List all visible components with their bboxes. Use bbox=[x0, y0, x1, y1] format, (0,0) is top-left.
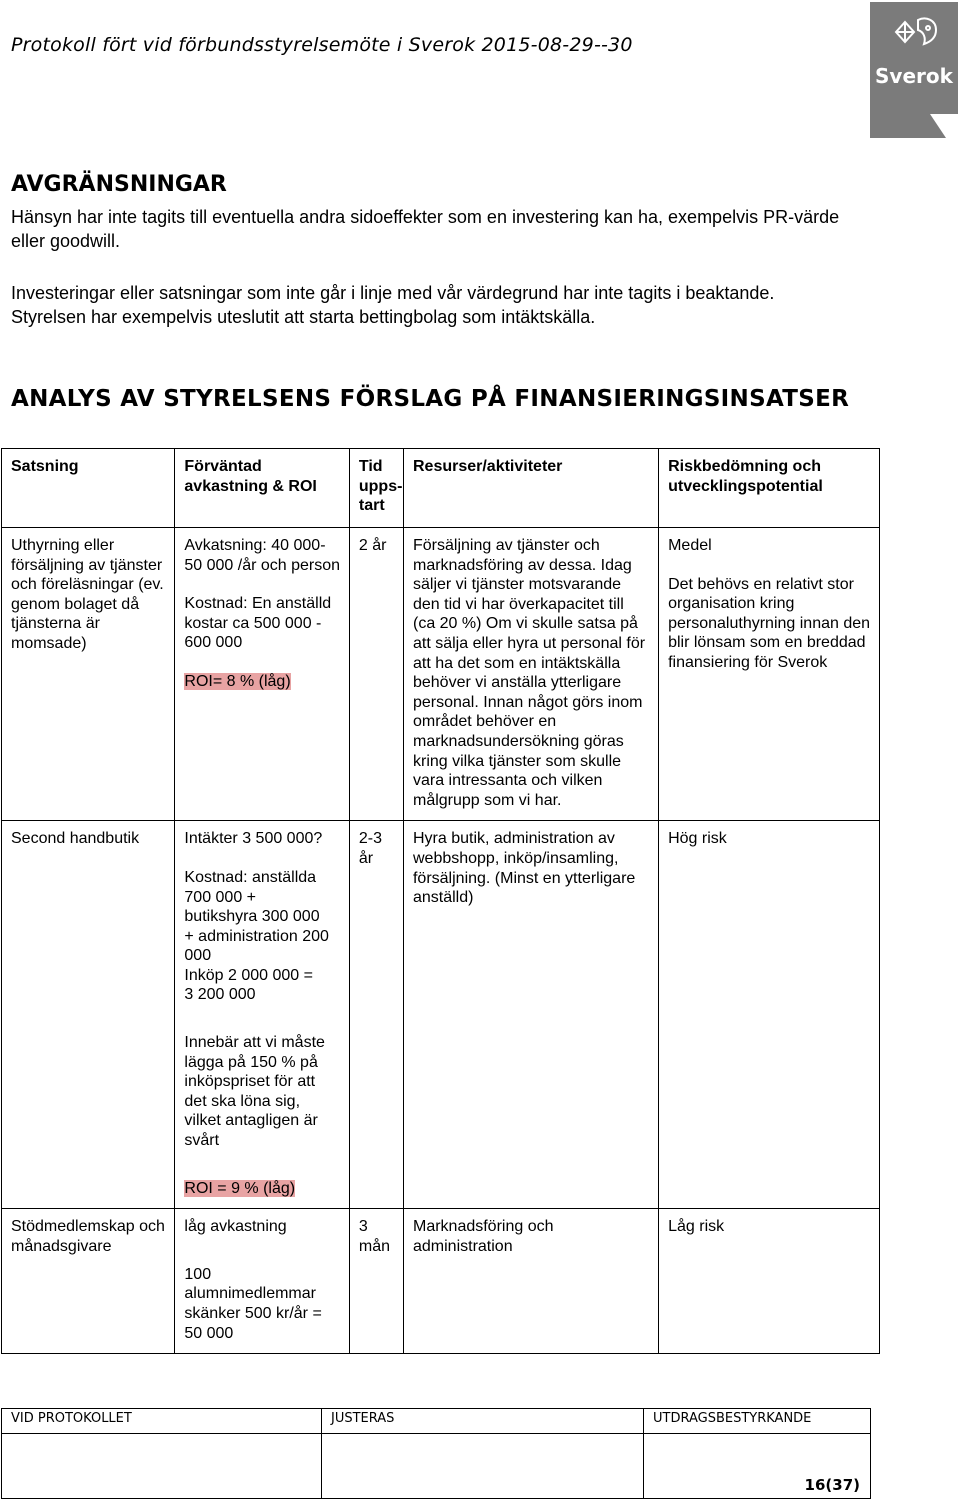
justeras-label: JUSTERAS bbox=[322, 1409, 644, 1434]
avgransningar-paragraph-1: Hänsyn har inte tagits till eventuella andra sidoeffekter som en investering kan ha, exempelvis PR-värde eller goodwill. bbox=[11, 207, 840, 251]
risk-detail: Det behövs en relativt stor organisation kring personaluthyrning innan den blir lönsam som en breddad finansiering för Sverok bbox=[668, 575, 871, 671]
risk-cell: Hög risk bbox=[659, 821, 880, 1209]
column-header-avkastning: Förväntad avkastning & ROI bbox=[175, 449, 349, 528]
satsning-cell: Second handbutik bbox=[2, 821, 175, 1209]
sverok-logo bbox=[870, 2, 958, 138]
column-header-resurser: Resurser/aktiviteter bbox=[403, 449, 658, 528]
detail-text: 100 alumnimedlemmar skänker 500 kr/år = 50 000 bbox=[184, 1265, 322, 1342]
risk-level: Medel bbox=[668, 537, 712, 554]
column-header-tid: Tid upps- tart bbox=[349, 449, 403, 528]
page-number-cell bbox=[644, 1434, 871, 1499]
analys-heading: ANALYS AV STYRELSENS FÖRSLAG PÅ FINANSIERINGSINSATSER bbox=[11, 386, 850, 412]
tid-cell: 3 mån bbox=[349, 1209, 403, 1354]
risk-cell: Låg risk bbox=[659, 1209, 880, 1354]
signature-footer bbox=[1, 1408, 871, 1499]
tid-cell: 2-3 år bbox=[349, 821, 403, 1209]
tid-cell: 2 år bbox=[349, 528, 403, 821]
utdragsbestyrkande-label: UTDRAGSBESTYRKANDE bbox=[644, 1409, 871, 1434]
avgransningar-heading: AVGRÄNSNINGAR bbox=[11, 172, 227, 197]
logo-text: Sverok bbox=[875, 64, 953, 88]
avkastning-text: låg avkastning bbox=[184, 1218, 287, 1236]
column-header-satsning: Satsning bbox=[2, 449, 175, 528]
signature-field bbox=[322, 1434, 644, 1499]
satsning-cell: Uthyrning eller försäljning av tjänster och föreläsningar (ev. genom bolaget då tjänsterna är momsade) bbox=[2, 528, 175, 821]
risk-cell bbox=[659, 528, 880, 821]
avgransningar-paragraph-2: Investeringar eller satsningar som inte går i linje med vår värdegrund har inte tagits i beaktande. Styrelsen har exempelvis uteslutit att starta bettingbolag som intäktskälla. bbox=[11, 283, 775, 327]
avkastning-text: Intäkter 3 500 000? bbox=[184, 830, 323, 848]
signature-field bbox=[2, 1434, 322, 1499]
table-row bbox=[2, 528, 880, 821]
document-header-title: Protokoll fört vid förbundsstyrelsemöte i Sverok 2015-08-29--30 bbox=[11, 34, 633, 56]
avkastning-text: Avkatsning: 40 000-50 000 /år och person bbox=[184, 537, 341, 574]
page-number: 16(37) bbox=[804, 1476, 860, 1494]
note-text: Innebär att vi måste lägga på 150 % på inköpspriset för att det ska löna sig, vilket antagligen är svårt bbox=[184, 1034, 325, 1150]
roi-badge: ROI= 8 % (låg) bbox=[184, 672, 291, 690]
resurser-cell: Försäljning av tjänster och marknadsföring av dessa. Idag säljer vi tjänster motsvarande den tid vi har överkapacitet till (ca 20 %) Om vi skulle satsa på att sälja eller hyra ut personal för att ha det som en intäktskälla behöver vi anställa ytterligare personal. Innan något görs inom området behöver en marknadsundersökning göras kring vilka tjänster som skulle vara intressanta och vilken målgrupp som vi har. bbox=[403, 528, 658, 821]
table-row bbox=[2, 821, 880, 1209]
satsning-cell: Stödmedlemskap och månadsgivare bbox=[2, 1209, 175, 1354]
kostnad-text: Kostnad: En anställd kostar ca 500 000 - 600 000 bbox=[184, 595, 332, 652]
table-header-row bbox=[2, 449, 880, 528]
table-row bbox=[2, 1209, 880, 1354]
kostnad-text: Kostnad: anställda 700 000 + butikshyra 300 000 + administration 200 000 Inköp 2 000 000 = 3 200 000 bbox=[184, 868, 329, 1004]
roi-badge: ROI = 9 % (låg) bbox=[184, 1179, 296, 1197]
analysis-table bbox=[1, 448, 880, 1354]
avkastning-cell bbox=[175, 528, 349, 821]
vid-protokollet-label: VID PROTOKOLLET bbox=[2, 1409, 322, 1434]
avkastning-cell bbox=[175, 821, 349, 1209]
avkastning-cell bbox=[175, 1209, 349, 1354]
resurser-cell: Marknadsföring och administration bbox=[403, 1209, 658, 1354]
column-header-risk: Riskbedömning och utvecklingspotential bbox=[659, 449, 880, 528]
resurser-cell: Hyra butik, administration av webbshopp, inköp/insamling, försäljning. (Minst en ytterligare anställd) bbox=[403, 821, 658, 1209]
